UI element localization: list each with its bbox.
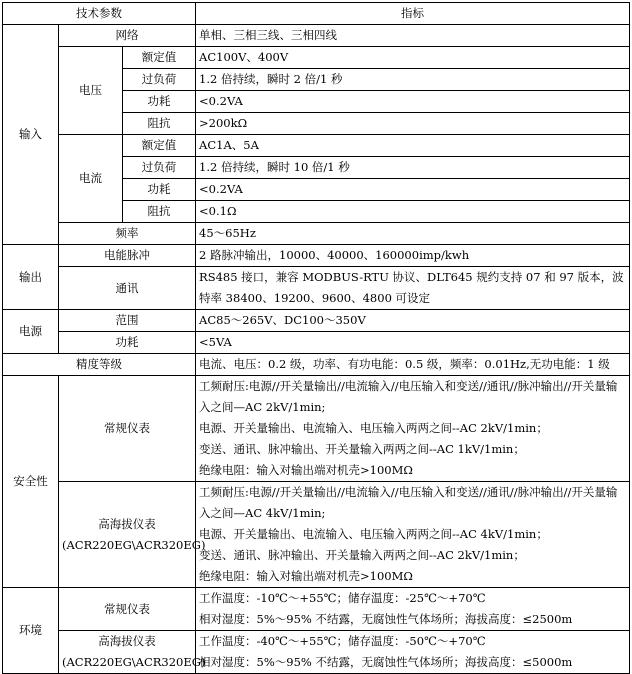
env-high-row bbox=[3, 631, 630, 674]
header-row bbox=[3, 3, 630, 25]
safety-normal-line: 绝缘电阻：输入对输出端对机壳>100MΩ bbox=[199, 463, 413, 477]
safety-high-row bbox=[3, 482, 630, 588]
voltage-overload-value: 1.2 倍持续，瞬时 2 倍/1 秒 bbox=[196, 69, 630, 91]
safety-high-line: 变送、通讯、脉冲输出、开关量输入两两之间--AC 2kV/1min； bbox=[199, 548, 525, 562]
voltage-impedance-label: 阻抗 bbox=[123, 113, 196, 135]
safety-high-label: 高海拔仪表 bbox=[98, 516, 156, 531]
safety-high-line: 工频耐压:电源//开关量输出//电流输入//电压输入和变送//通讯//脉冲输出//开关量输入之间—AC 4kV/1min; bbox=[199, 485, 618, 520]
env-high-line: 相对湿度：5%～95% 不结露，无腐蚀性气体场所；海拔高度：≤5000m bbox=[199, 655, 573, 669]
accuracy-value: 电流、电压：0.2 级，功率、有功电能：0.5 级，频率：0.01Hz,无功电能：1 级 bbox=[196, 354, 630, 376]
current-power-value: <0.2VA bbox=[196, 179, 630, 201]
power-range-row bbox=[3, 310, 630, 332]
safety-normal-value bbox=[196, 376, 630, 482]
safety-normal-line: 变送、通讯、脉冲输出、开关量输入两两之间--AC 1kV/1min； bbox=[199, 442, 525, 456]
current-overload-value: 1.2 倍持续，瞬时 10 倍/1 秒 bbox=[196, 157, 630, 179]
current-label: 电流 bbox=[59, 135, 123, 223]
section-safety-label: 安全性 bbox=[3, 376, 59, 588]
env-high-label-cell bbox=[59, 631, 206, 674]
power-consumption-row bbox=[3, 332, 630, 354]
current-impedance-value: <0.1Ω bbox=[196, 201, 630, 223]
section-power-label: 电源 bbox=[3, 310, 59, 354]
frequency-value: 45～65Hz bbox=[196, 223, 630, 245]
pulse-value: 2 路脉冲输出，10000、40000、160000imp/kwh bbox=[196, 245, 630, 267]
env-normal-row bbox=[3, 588, 630, 631]
safety-normal-label: 常规仪表 bbox=[59, 376, 196, 482]
power-range-value: AC85～265V、DC100～350V bbox=[196, 310, 630, 332]
voltage-rated-row bbox=[3, 47, 630, 69]
power-consumption-label: 功耗 bbox=[59, 332, 196, 354]
current-rated-row bbox=[3, 135, 630, 157]
env-high-label: 高海拔仪表 bbox=[98, 634, 156, 648]
pulse-label: 电能脉冲 bbox=[59, 245, 196, 267]
input-network-row bbox=[3, 25, 630, 47]
safety-high-line: 绝缘电阻：输入对输出端对机壳>100MΩ bbox=[199, 569, 413, 583]
safety-high-line: 电源、开关量输出、电流输入、电压输入两两之间--AC 4kV/1min； bbox=[199, 527, 548, 541]
env-normal-line: 工作温度：-10℃～+55℃；储存温度：-25℃～+70℃ bbox=[199, 591, 486, 605]
network-value: 单相、三相三线、三相四线 bbox=[196, 25, 630, 47]
section-environment-label: 环境 bbox=[3, 588, 59, 674]
comm-value: RS485 接口，兼容 MODBUS-RTU 协议、DLT645 规约支持 07 和 97 版本，波特率 38400、19200、9600、4800 可设定 bbox=[196, 267, 630, 310]
current-impedance-label: 阻抗 bbox=[123, 201, 196, 223]
comm-label: 通讯 bbox=[59, 267, 196, 310]
section-output-label: 输出 bbox=[3, 245, 59, 310]
frequency-row bbox=[3, 223, 630, 245]
env-high-line: 工作温度：-40℃～+55℃；储存温度：-50℃～+70℃ bbox=[199, 634, 486, 648]
safety-high-sublabel: (ACR220EG\ACR320EG) bbox=[62, 537, 206, 552]
voltage-power-value: <0.2VA bbox=[196, 91, 630, 113]
safety-normal-line: 电源、开关量输出、电流输入、电压输入两两之间--AC 2kV/1min； bbox=[199, 421, 548, 435]
header-index: 指标 bbox=[196, 3, 630, 25]
current-power-label: 功耗 bbox=[123, 179, 196, 201]
voltage-overload-label: 过负荷 bbox=[123, 69, 196, 91]
safety-normal-line: 工频耐压:电源//开关量输出//电流输入//电压输入和变送//通讯//脉冲输出//开关量输入之间—AC 2kV/1min; bbox=[199, 379, 618, 414]
env-normal-value bbox=[196, 588, 630, 631]
safety-normal-row bbox=[3, 376, 630, 482]
section-input-label: 输入 bbox=[3, 25, 59, 245]
output-comm-row bbox=[3, 267, 630, 310]
current-rated-label: 额定值 bbox=[123, 135, 196, 157]
voltage-rated-label: 额定值 bbox=[123, 47, 196, 69]
safety-high-label-cell bbox=[59, 482, 206, 588]
voltage-rated-value: AC100V、400V bbox=[196, 47, 630, 69]
env-normal-label: 常规仪表 bbox=[59, 588, 196, 631]
voltage-label: 电压 bbox=[59, 47, 123, 135]
safety-high-value bbox=[196, 482, 630, 588]
header-param: 技术参数 bbox=[3, 3, 196, 25]
accuracy-row bbox=[3, 354, 630, 376]
voltage-power-label: 功耗 bbox=[123, 91, 196, 113]
env-high-sublabel: (ACR220EG\ACR320EG) bbox=[62, 655, 206, 669]
spec-table bbox=[2, 2, 630, 674]
output-pulse-row bbox=[3, 245, 630, 267]
power-consumption-value: <5VA bbox=[196, 332, 630, 354]
accuracy-label: 精度等级 bbox=[3, 354, 196, 376]
current-rated-value: AC1A、5A bbox=[196, 135, 630, 157]
env-normal-line: 相对湿度：5%～95% 不结露，无腐蚀性气体场所；海拔高度：≤2500m bbox=[199, 612, 573, 626]
voltage-impedance-value: >200kΩ bbox=[196, 113, 630, 135]
power-range-label: 范围 bbox=[59, 310, 196, 332]
current-overload-label: 过负荷 bbox=[123, 157, 196, 179]
env-high-value bbox=[196, 631, 630, 674]
frequency-label: 频率 bbox=[59, 223, 196, 245]
network-label: 网络 bbox=[59, 25, 196, 47]
